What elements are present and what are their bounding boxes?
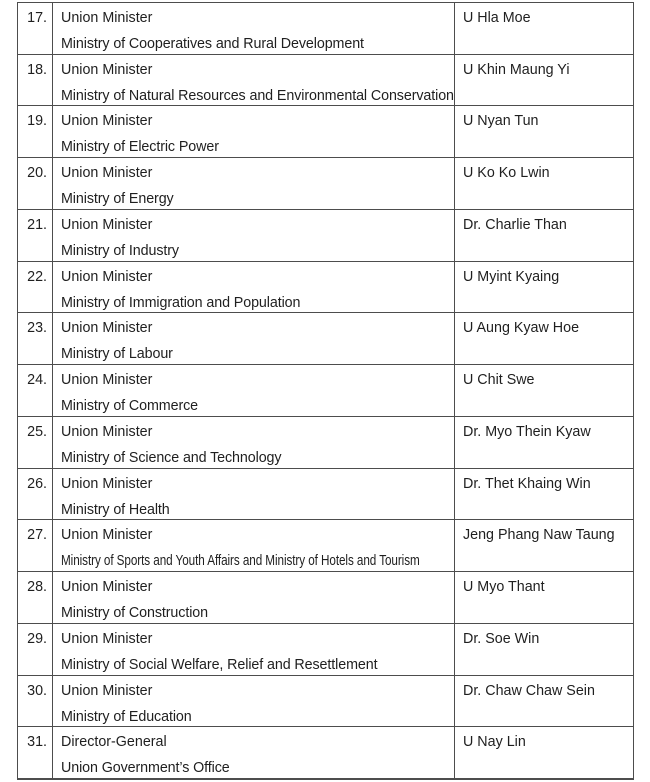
minister-name: U Khin Maung Yi xyxy=(463,61,570,78)
row-number-cell xyxy=(18,520,53,571)
position-title: Union Minister xyxy=(61,423,153,440)
position-cell xyxy=(53,365,455,416)
row-number-cell xyxy=(18,210,53,261)
row-number-cell xyxy=(18,106,53,157)
position-title: Union Minister xyxy=(61,527,153,544)
ministry-name: Ministry of Science and Technology xyxy=(61,449,282,466)
row-number: 29. xyxy=(27,630,47,647)
ministry-name: Ministry of Health xyxy=(61,501,170,518)
minister-name: U Ko Ko Lwin xyxy=(463,165,550,182)
minister-name-cell xyxy=(455,676,633,727)
row-number-cell xyxy=(18,262,53,313)
table-row xyxy=(18,417,633,469)
position-cell xyxy=(53,210,455,261)
row-number-cell xyxy=(18,365,53,416)
row-number-cell xyxy=(18,572,53,623)
minister-name: U Nay Lin xyxy=(463,734,526,751)
minister-name: Dr. Chaw Chaw Sein xyxy=(463,682,595,699)
row-number: 28. xyxy=(27,579,47,596)
row-number-cell xyxy=(18,727,53,778)
table-row xyxy=(18,469,633,521)
table-row xyxy=(18,158,633,210)
position-cell xyxy=(53,572,455,623)
position-title: Director-General xyxy=(61,734,167,751)
minister-name: Dr. Charlie Than xyxy=(463,216,567,233)
row-number-cell xyxy=(18,158,53,209)
table-row xyxy=(18,520,633,572)
minister-name: U Chit Swe xyxy=(463,372,535,389)
row-number: 23. xyxy=(27,320,47,337)
minister-name: Jeng Phang Naw Taung xyxy=(463,527,615,544)
table-row xyxy=(18,676,633,728)
minister-name-cell xyxy=(455,106,633,157)
row-number: 31. xyxy=(27,734,47,751)
row-number-cell xyxy=(18,417,53,468)
row-number: 27. xyxy=(27,527,47,544)
row-number-cell xyxy=(18,55,53,106)
position-cell xyxy=(53,158,455,209)
ministry-name: Ministry of Energy xyxy=(61,191,174,208)
minister-name-cell xyxy=(455,469,633,520)
row-number: 26. xyxy=(27,475,47,492)
row-number: 21. xyxy=(27,216,47,233)
row-number: 20. xyxy=(27,165,47,182)
position-cell xyxy=(53,262,455,313)
row-number: 25. xyxy=(27,423,47,440)
minister-name-cell xyxy=(455,3,633,54)
row-number-cell xyxy=(18,313,53,364)
minister-name: U Myo Thant xyxy=(463,579,545,596)
ministry-name: Union Government’s Office xyxy=(61,760,230,777)
ministry-name: Ministry of Commerce xyxy=(61,398,199,415)
position-title: Union Minister xyxy=(61,475,153,492)
position-cell xyxy=(53,313,455,364)
ministry-name: Ministry of Industry xyxy=(61,242,179,259)
minister-name: Dr. Soe Win xyxy=(463,630,540,647)
row-number: 30. xyxy=(27,682,47,699)
position-cell xyxy=(53,727,455,778)
table-row xyxy=(18,313,633,365)
position-title: Union Minister xyxy=(61,113,153,130)
ministry-name: Ministry of Social Welfare, Relief and Resettlement xyxy=(61,656,378,673)
table-row xyxy=(18,210,633,262)
ministry-name: Ministry of Construction xyxy=(61,605,208,622)
minister-name-cell xyxy=(455,158,633,209)
table-row xyxy=(18,55,633,107)
minister-name: U Nyan Tun xyxy=(463,113,539,130)
minister-name-cell xyxy=(455,365,633,416)
minister-name: U Hla Moe xyxy=(463,10,531,26)
row-number-cell xyxy=(18,676,53,727)
minister-name-cell xyxy=(455,727,633,778)
minister-name: U Aung Kyaw Hoe xyxy=(463,320,580,337)
position-title: Union Minister xyxy=(61,268,153,285)
ministry-name: Ministry of Education xyxy=(61,708,192,725)
position-cell xyxy=(53,469,455,520)
ministry-name: Ministry of Sports and Youth Affairs and Ministry of Hotels and Tourism xyxy=(61,553,420,570)
table-row xyxy=(18,3,633,55)
officials-table xyxy=(17,2,634,780)
minister-name: U Myint Kyaing xyxy=(463,268,560,285)
position-title: Union Minister xyxy=(61,320,153,337)
row-number: 17. xyxy=(27,10,47,26)
row-number-cell xyxy=(18,3,53,54)
position-title: Union Minister xyxy=(61,682,153,699)
ministry-name: Ministry of Labour xyxy=(61,346,173,363)
position-cell xyxy=(53,55,455,106)
minister-name: Dr. Thet Khaing Win xyxy=(463,475,591,492)
position-cell xyxy=(53,676,455,727)
position-cell xyxy=(53,3,455,54)
minister-name-cell xyxy=(455,55,633,106)
row-number: 22. xyxy=(27,268,47,285)
ministry-name: Ministry of Immigration and Population xyxy=(61,294,301,311)
minister-name-cell xyxy=(455,210,633,261)
minister-name-cell xyxy=(455,313,633,364)
row-number-cell xyxy=(18,469,53,520)
row-number: 19. xyxy=(27,113,47,130)
position-title: Union Minister xyxy=(61,372,153,389)
table-row xyxy=(18,365,633,417)
position-cell xyxy=(53,624,455,675)
position-title: Union Minister xyxy=(61,579,153,596)
ministry-name: Ministry of Cooperatives and Rural Development xyxy=(61,36,364,52)
table-row xyxy=(18,624,633,676)
position-cell xyxy=(53,520,455,571)
table-row xyxy=(18,727,633,778)
position-title: Union Minister xyxy=(61,10,153,26)
row-number-cell xyxy=(18,624,53,675)
minister-name-cell xyxy=(455,624,633,675)
minister-name: Dr. Myo Thein Kyaw xyxy=(463,423,591,440)
row-number: 24. xyxy=(27,372,47,389)
minister-name-cell xyxy=(455,520,633,571)
ministry-name: Ministry of Natural Resources and Environmental Conservation xyxy=(61,87,454,104)
table-row xyxy=(18,106,633,158)
minister-name-cell xyxy=(455,572,633,623)
position-cell xyxy=(53,106,455,157)
position-title: Union Minister xyxy=(61,61,153,78)
minister-name-cell xyxy=(455,417,633,468)
minister-name-cell xyxy=(455,262,633,313)
table-row xyxy=(18,262,633,314)
position-title: Union Minister xyxy=(61,216,153,233)
position-cell xyxy=(53,417,455,468)
ministry-name: Ministry of Electric Power xyxy=(61,139,219,156)
row-number: 18. xyxy=(27,61,47,78)
table-row xyxy=(18,572,633,624)
position-title: Union Minister xyxy=(61,630,153,647)
position-title: Union Minister xyxy=(61,165,153,182)
